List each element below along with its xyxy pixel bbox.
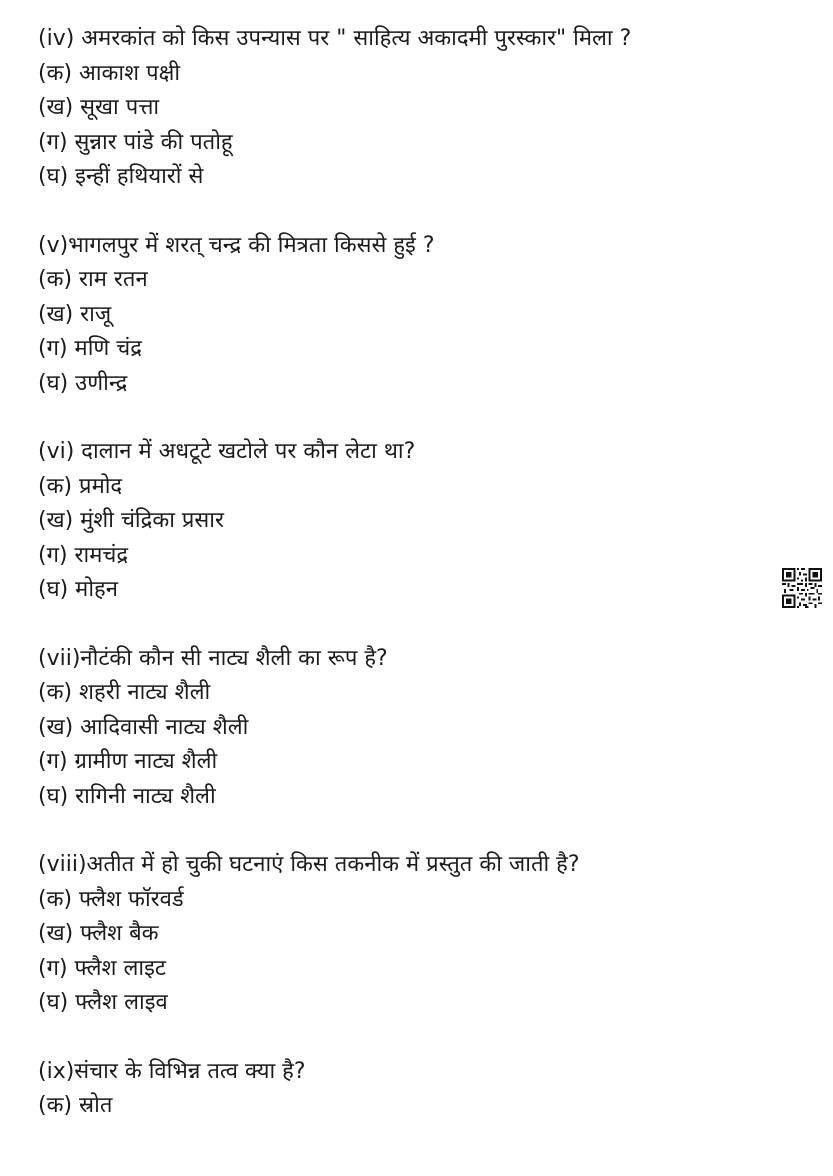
question-text: (ix)संचार के विभिन्न तत्व क्या है?: [38, 1058, 306, 1084]
option-gha: (घ) फ्लैश लाइव: [38, 990, 168, 1015]
question-text: (viii)अतीत में हो चुकी घटनाएं किस तकनीक में प्रस्तुत की जाती है?: [38, 852, 580, 877]
option-ka: (क) प्रमोद: [38, 473, 123, 499]
option-ka: (क) फ्लैश फॉरवर्ड: [38, 886, 184, 912]
question-vii: [38, 642, 778, 815]
option-kha: (ख) राजू: [38, 301, 112, 327]
option-gha: (घ) इन्हीं हथियारों से: [38, 164, 204, 189]
option-ga: (ग) मणि चंद्र: [38, 336, 142, 361]
question-text: (v)भागलपुर में शरत् चन्द्र की मित्रता किससे हुई ?: [38, 232, 435, 258]
option-ka: (क) आकाश पक्षी: [38, 60, 181, 86]
option-kha: (ख) मुंशी चंद्रिका प्रसार: [38, 508, 224, 533]
option-kha: (ख) सूखा पत्ता: [38, 95, 160, 120]
option-ga: (ग) रामचंद्र: [38, 542, 129, 568]
question-v: [38, 229, 778, 402]
option-kha: (ख) फ्लैश बैक: [38, 921, 159, 946]
option-gha: (घ) रागिनी नाट्य शैली: [38, 783, 216, 809]
question-iv: [38, 22, 778, 195]
question-text: (vi) दालान में अधटूटे खटोले पर कौन लेटा था?: [38, 439, 416, 464]
option-gha: (घ) उणीन्द्र: [38, 370, 128, 396]
question-text: (vii)नौटंकी कौन सी नाट्य शैली का रूप है?: [38, 645, 388, 671]
question-list: [38, 22, 778, 1124]
option-ka: (क) राम रतन: [38, 267, 148, 292]
qr-code-icon: [782, 568, 822, 608]
option-ga: (ग) सुन्नार पांडे की पतोहू: [38, 129, 233, 155]
option-ga: (ग) फ्लैश लाइट: [38, 955, 166, 981]
option-kha: (ख) आदिवासी नाट्य शैली: [38, 714, 249, 740]
question-ix: [38, 1055, 778, 1124]
question-vi: [38, 435, 778, 608]
question-viii: [38, 848, 778, 1021]
question-text: (iv) अमरकांत को किस उपन्यास पर " साहित्य अकादमी पुरस्कार" मिला ?: [38, 26, 632, 51]
option-ka: (क) शहरी नाट्य शैली: [38, 680, 211, 705]
option-gha: (घ) मोहन: [38, 577, 118, 602]
option-ka: (क) स्रोत: [38, 1093, 113, 1118]
option-ga: (ग) ग्रामीण नाट्य शैली: [38, 749, 218, 774]
